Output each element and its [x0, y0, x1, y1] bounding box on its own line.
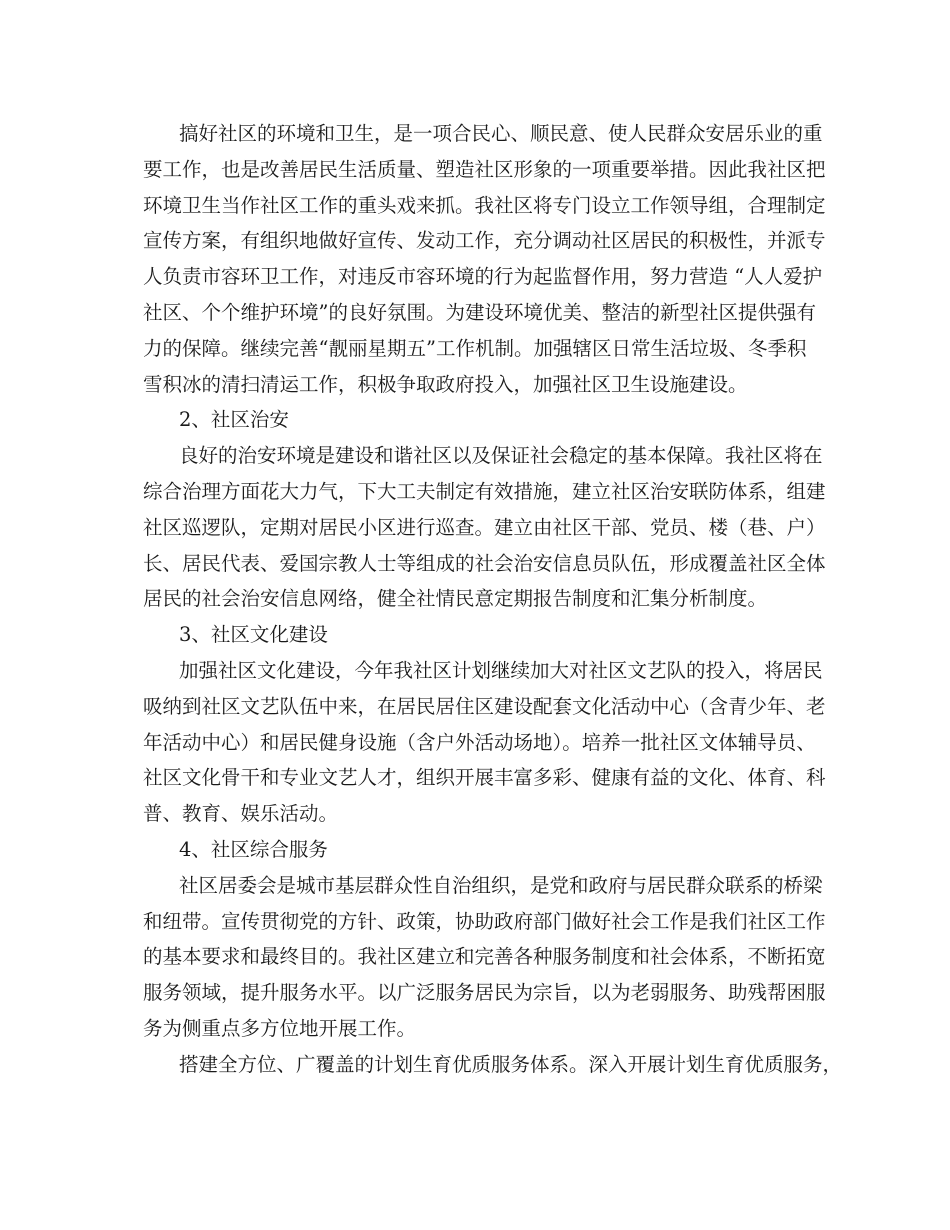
text-line: 人负责市容环卫工作，对违反市容环境的行为起监督作用，努力营造 “人人爱护 [143, 265, 823, 289]
paragraph-culture [143, 653, 826, 832]
text-line: 力的保障。继续完善“靓丽星期五”工作机制。加强辖区日常生活垃圾、冬季积 [143, 336, 807, 360]
section-heading-security: 2、社区治安 [179, 408, 289, 432]
paragraph-family-planning [143, 1047, 843, 1083]
text-line: 和纽带。宣传贯彻党的方针、政策，协助政府部门做好社会工作是我们社区工作 [143, 909, 826, 933]
paragraph-services [143, 868, 826, 1047]
text-line: 搞好社区的环境和卫生，是一项合民心、顺民意、使人民群众安居乐业的重 [179, 122, 823, 145]
text-line: 综合治理方面花大力气，下大工夫制定有效措施，建立社区治安联防体系，组建 [143, 479, 826, 503]
text-line: 的基本要求和最终目的。我社区建立和完善各种服务制度和社会体系，不断拓宽 [143, 945, 826, 969]
text-line: 社区、个个维护环境”的良好氛围。为建设环境优美、整洁的新型社区提供强有 [143, 300, 816, 324]
text-line: 要工作，也是改善居民生活质量、塑造社区形象的一项重要举措。因此我社区把 [143, 157, 826, 181]
text-line: 普、教育、娱乐活动。 [143, 802, 339, 826]
text-line: 雪积冰的清扫清运工作，积极争取政府投入，加强社区卫生设施建设。 [143, 372, 748, 396]
document-body [143, 116, 843, 1083]
text-line: 良好的治安环境是建设和谐社区以及保证社会稳定的基本保障。我社区将在 [179, 444, 823, 468]
text-line: 社区文化骨干和专业文艺人才，组织开展丰富多彩、健康有益的文化、体育、科 [143, 766, 826, 790]
text-line: 务为侧重点多方位地开展工作。 [143, 1016, 417, 1040]
text-line: 宣传方案，有组织地做好宣传、发动工作，充分调动社区居民的积极性，并派专 [143, 229, 826, 253]
text-line: 长、居民代表、爱国宗教人士等组成的社会治安信息员队伍，形成覆盖社区全体 [143, 551, 826, 575]
text-line: 环境卫生当作社区工作的重头戏来抓。我社区将专门设立工作领导组，合理制定 [143, 193, 826, 217]
section-heading-services: 4、社区综合服务 [179, 837, 328, 861]
text-line: 服务领域，提升服务水平。以广泛服务居民为宗旨，以为老弱服务、助残帮困服 [143, 981, 826, 1005]
text-line: 社区居委会是城市基层群众性自治组织，是党和政府与居民群众联系的桥梁 [179, 873, 823, 897]
paragraph-security [143, 438, 826, 617]
text-line: 社区巡逻队，定期对居民小区进行巡查。建立由社区干部、党员、楼（巷、户） [143, 515, 826, 539]
text-line: 搭建全方位、广覆盖的计划生育优质服务体系。深入开展计划生育优质服务， [179, 1052, 843, 1076]
text-line: 居民的社会治安信息网络，健全社情民意定期报告制度和汇集分析制度。 [143, 587, 768, 611]
text-line: 年活动中心）和居民健身设施（含户外活动场地）。培养一批社区文体辅导员、 [143, 730, 816, 754]
paragraph-environment [143, 116, 826, 402]
text-line: 吸纳到社区文艺队伍中来，在居民居住区建设配套文化活动中心（含青少年、老 [143, 694, 826, 718]
section-heading-culture: 3、社区文化建设 [179, 623, 328, 647]
text-line: 加强社区文化建设，今年我社区计划继续加大对社区文艺队的投入，将居民 [179, 658, 823, 682]
